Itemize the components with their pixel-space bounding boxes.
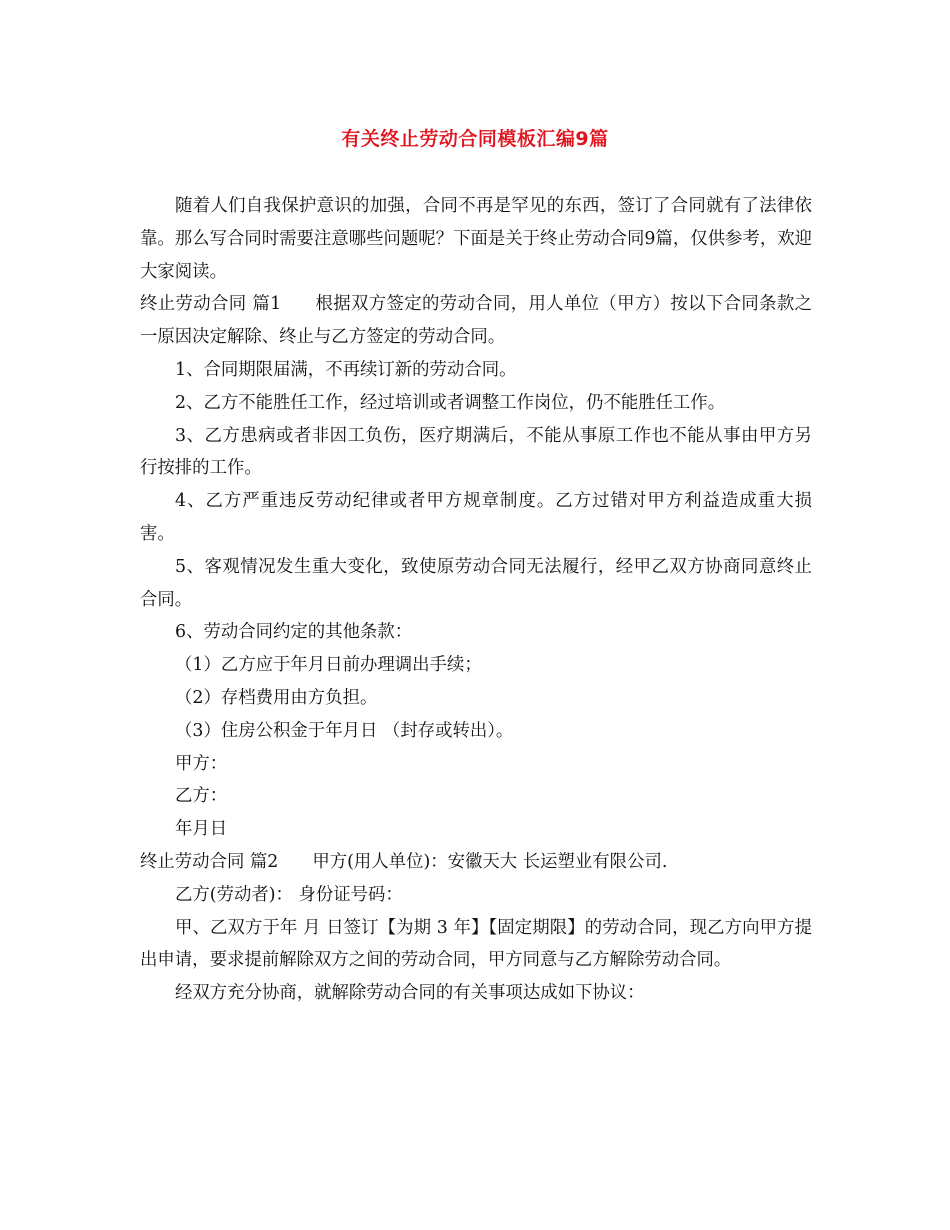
section-1-label: 终止劳动合同 篇1	[140, 294, 282, 315]
clause-3: 3、乙方患病或者非因工负伤，医疗期满后，不能从事原工作也不能从事由甲方另行按排的工作。	[140, 425, 812, 479]
clause-5: 5、客观情况发生重大变化，致使原劳动合同无法履行，经甲乙双方协商同意终止合同。	[140, 556, 812, 610]
document-body	[140, 190, 812, 1010]
section-2-label: 终止劳动合同 篇2	[140, 851, 279, 872]
sub-clause-1: （1）乙方应于年月日前办理调出手续；	[175, 655, 482, 676]
section-2-paragraph-2: 经双方充分协商，就解除劳动合同的有关事项达成如下协议：	[175, 983, 645, 1004]
clause-1: 1、合同期限届满，不再续订新的劳动合同。	[175, 359, 517, 380]
section-2-paragraph-1: 甲、乙双方于年 月 日签订【为期 3 年】【固定期限】的劳动合同，现乙方向甲方提出申请，要求提前解除双方之间的劳动合同，甲方同意与乙方解除劳动合同。	[140, 917, 812, 971]
sub-clause-2: （2）存档费用由方负担。	[175, 687, 378, 708]
clause-4: 4、乙方严重违反劳动纪律或者甲方规章制度。乙方过错对甲方利益造成重大损害。	[140, 491, 812, 544]
party-a-line: 甲方：	[175, 753, 228, 774]
section-1-text: 根据双方签定的劳动合同，用人单位（甲方）按以下合同条款之一原因决定解除、终止与乙方签定的劳动合同。	[140, 294, 812, 348]
intro-paragraph: 随着人们自我保护意识的加强，合同不再是罕见的东西，签订了合同就有了法律依靠。那么写合同时需要注意哪些问题呢？下面是关于终止劳动合同9篇，仅供参考，欢迎大家阅读。	[140, 196, 812, 282]
document-title: 有关终止劳动合同模板汇编9篇	[341, 128, 609, 150]
sub-clause-3: （3）住房公积金于年月日 （封存或转出）。	[175, 720, 514, 741]
section-2-paragraph	[140, 846, 812, 879]
section-1-paragraph	[140, 288, 812, 354]
party-b-line: 乙方：	[175, 786, 228, 807]
section-2-party-b: 乙方(劳动者)： 身份证号码：	[175, 884, 403, 905]
clause-2: 2、乙方不能胜任工作，经过培训或者调整工作岗位，仍不能胜任工作。	[175, 392, 726, 413]
clause-6: 6、劳动合同约定的其他条款：	[175, 622, 413, 643]
date-line: 年月日	[175, 819, 228, 840]
section-2-text: 甲方(用人单位)：安徽天大 长运塑业有限公司.	[312, 851, 668, 872]
